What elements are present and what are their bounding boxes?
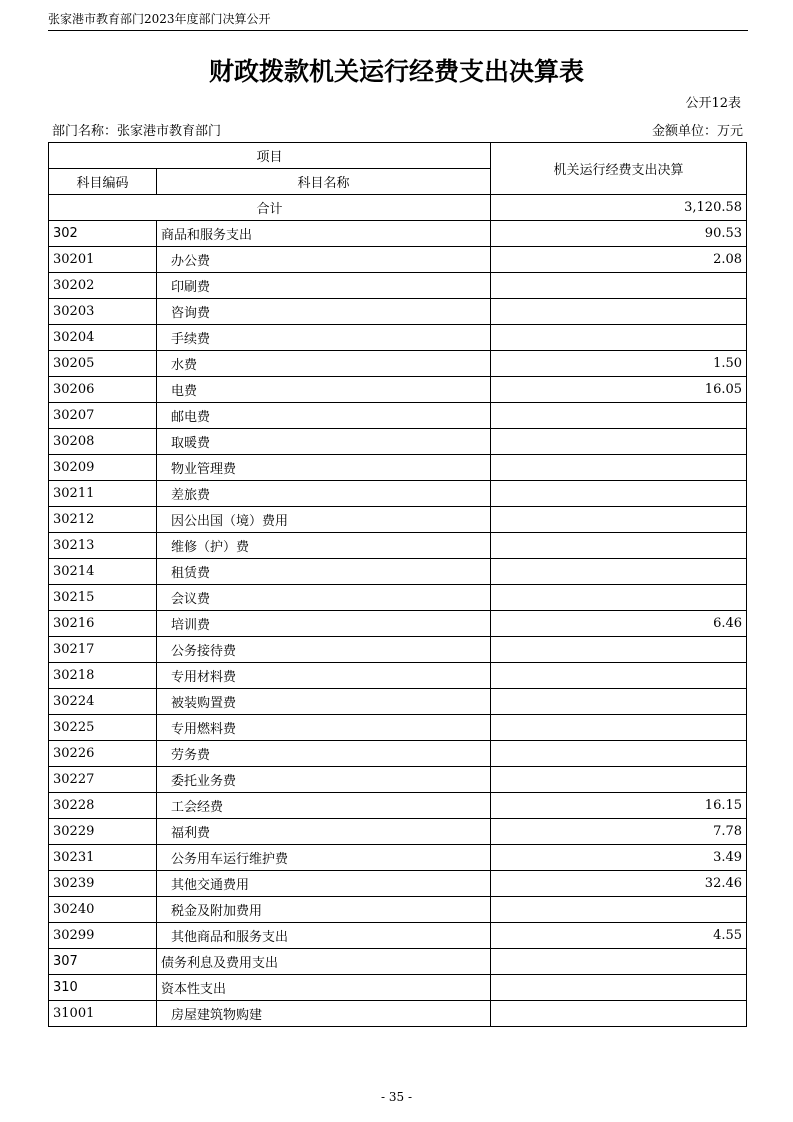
table-row <box>49 715 747 741</box>
row-amount <box>491 1001 747 1027</box>
row-amount <box>491 741 747 767</box>
row-amount <box>491 507 747 533</box>
row-amount <box>491 689 747 715</box>
table-row <box>49 559 747 585</box>
table-row <box>49 845 747 871</box>
row-name: 水费 <box>157 351 491 377</box>
total-label: 合计 <box>49 195 491 221</box>
table-row <box>49 455 747 481</box>
header-row-project <box>49 143 747 169</box>
table-row <box>49 767 747 793</box>
row-amount: 32.46 <box>491 871 747 897</box>
row-name: 邮电费 <box>157 403 491 429</box>
total-row <box>49 195 747 221</box>
table-row <box>49 585 747 611</box>
header-code: 科目编码 <box>49 169 157 195</box>
row-amount <box>491 273 747 299</box>
row-amount <box>491 897 747 923</box>
row-code: 30231 <box>49 845 157 871</box>
table-body <box>49 195 747 1027</box>
row-amount <box>491 455 747 481</box>
table-row <box>49 923 747 949</box>
row-amount: 1.50 <box>491 351 747 377</box>
table-row <box>49 611 747 637</box>
row-code: 30218 <box>49 663 157 689</box>
table-number: 公开12表 <box>685 96 741 111</box>
table-row <box>49 429 747 455</box>
row-name: 差旅费 <box>157 481 491 507</box>
table-row <box>49 897 747 923</box>
row-code: 310 <box>49 975 157 1001</box>
row-name: 专用材料费 <box>157 663 491 689</box>
row-name: 办公费 <box>157 247 491 273</box>
table-row <box>49 741 747 767</box>
row-amount: 2.08 <box>491 247 747 273</box>
row-name: 其他商品和服务支出 <box>157 923 491 949</box>
row-code: 30216 <box>49 611 157 637</box>
row-amount: 16.05 <box>491 377 747 403</box>
table-row <box>49 273 747 299</box>
row-code: 30224 <box>49 689 157 715</box>
row-code: 302 <box>49 221 157 247</box>
row-name: 其他交通费用 <box>157 871 491 897</box>
row-code: 31001 <box>49 1001 157 1027</box>
row-amount <box>491 325 747 351</box>
row-code: 30204 <box>49 325 157 351</box>
table-row <box>49 663 747 689</box>
row-code: 30228 <box>49 793 157 819</box>
row-code: 30213 <box>49 533 157 559</box>
row-code: 30202 <box>49 273 157 299</box>
row-name: 电费 <box>157 377 491 403</box>
row-name: 税金及附加费用 <box>157 897 491 923</box>
row-name: 劳务费 <box>157 741 491 767</box>
table-row <box>49 819 747 845</box>
total-amount: 3,120.58 <box>491 195 747 221</box>
department-name: 部门名称：张家港市教育部门 <box>52 124 222 139</box>
row-amount <box>491 767 747 793</box>
table-row <box>49 1001 747 1027</box>
table-row <box>49 481 747 507</box>
table-row <box>49 351 747 377</box>
table-row <box>49 637 747 663</box>
table-row <box>49 299 747 325</box>
row-name: 印刷费 <box>157 273 491 299</box>
header-name: 科目名称 <box>157 169 491 195</box>
row-name: 咨询费 <box>157 299 491 325</box>
row-name: 租赁费 <box>157 559 491 585</box>
row-code: 30215 <box>49 585 157 611</box>
table-row <box>49 871 747 897</box>
row-code: 30229 <box>49 819 157 845</box>
row-code: 30201 <box>49 247 157 273</box>
row-name: 商品和服务支出 <box>157 221 491 247</box>
table-row <box>49 507 747 533</box>
table-row <box>49 377 747 403</box>
row-amount: 4.55 <box>491 923 747 949</box>
row-amount <box>491 975 747 1001</box>
table-row <box>49 793 747 819</box>
row-code: 30240 <box>49 897 157 923</box>
table-row <box>49 325 747 351</box>
page-title: 财政拨款机关运行经费支出决算表 <box>208 57 584 86</box>
row-code: 30299 <box>49 923 157 949</box>
row-amount <box>491 533 747 559</box>
row-name: 手续费 <box>157 325 491 351</box>
row-code: 30214 <box>49 559 157 585</box>
row-amount <box>491 559 747 585</box>
table-row <box>49 403 747 429</box>
row-code: 30208 <box>49 429 157 455</box>
amount-unit: 金额单位：万元 <box>651 124 743 139</box>
row-amount: 6.46 <box>491 611 747 637</box>
row-name: 因公出国（境）费用 <box>157 507 491 533</box>
row-amount <box>491 715 747 741</box>
row-amount <box>491 429 747 455</box>
table-row <box>49 533 747 559</box>
row-code: 30205 <box>49 351 157 377</box>
header-project: 项目 <box>49 143 491 169</box>
table-row <box>49 247 747 273</box>
table-row <box>49 221 747 247</box>
row-code: 30207 <box>49 403 157 429</box>
row-name: 福利费 <box>157 819 491 845</box>
row-code: 30217 <box>49 637 157 663</box>
row-name: 资本性支出 <box>157 975 491 1001</box>
row-name: 会议费 <box>157 585 491 611</box>
row-amount: 3.49 <box>491 845 747 871</box>
row-code: 30239 <box>49 871 157 897</box>
page-number: - 35 - <box>380 1090 412 1104</box>
row-amount <box>491 637 747 663</box>
row-amount: 16.15 <box>491 793 747 819</box>
row-name: 维修（护）费 <box>157 533 491 559</box>
row-code: 30206 <box>49 377 157 403</box>
header-amount: 机关运行经费支出决算 <box>491 143 747 195</box>
running-header: 张家港市教育部门2023年度部门决算公开 <box>48 10 748 31</box>
row-code: 30225 <box>49 715 157 741</box>
table-row <box>49 689 747 715</box>
row-name: 培训费 <box>157 611 491 637</box>
row-code: 30209 <box>49 455 157 481</box>
row-name: 工会经费 <box>157 793 491 819</box>
row-amount <box>491 481 747 507</box>
row-name: 委托业务费 <box>157 767 491 793</box>
row-amount: 90.53 <box>491 221 747 247</box>
row-name: 房屋建筑物购建 <box>157 1001 491 1027</box>
row-code: 307 <box>49 949 157 975</box>
row-code: 30227 <box>49 767 157 793</box>
row-name: 公务接待费 <box>157 637 491 663</box>
row-code: 30211 <box>49 481 157 507</box>
row-name: 公务用车运行维护费 <box>157 845 491 871</box>
row-code: 30226 <box>49 741 157 767</box>
row-name: 被装购置费 <box>157 689 491 715</box>
row-name: 物业管理费 <box>157 455 491 481</box>
row-amount: 7.78 <box>491 819 747 845</box>
row-amount <box>491 299 747 325</box>
row-name: 专用燃料费 <box>157 715 491 741</box>
expenditure-table <box>48 142 747 1027</box>
row-code: 30203 <box>49 299 157 325</box>
table-row <box>49 975 747 1001</box>
row-name: 债务利息及费用支出 <box>157 949 491 975</box>
row-amount <box>491 403 747 429</box>
row-amount <box>491 585 747 611</box>
table-row <box>49 949 747 975</box>
row-amount <box>491 663 747 689</box>
row-code: 30212 <box>49 507 157 533</box>
row-amount <box>491 949 747 975</box>
row-name: 取暖费 <box>157 429 491 455</box>
